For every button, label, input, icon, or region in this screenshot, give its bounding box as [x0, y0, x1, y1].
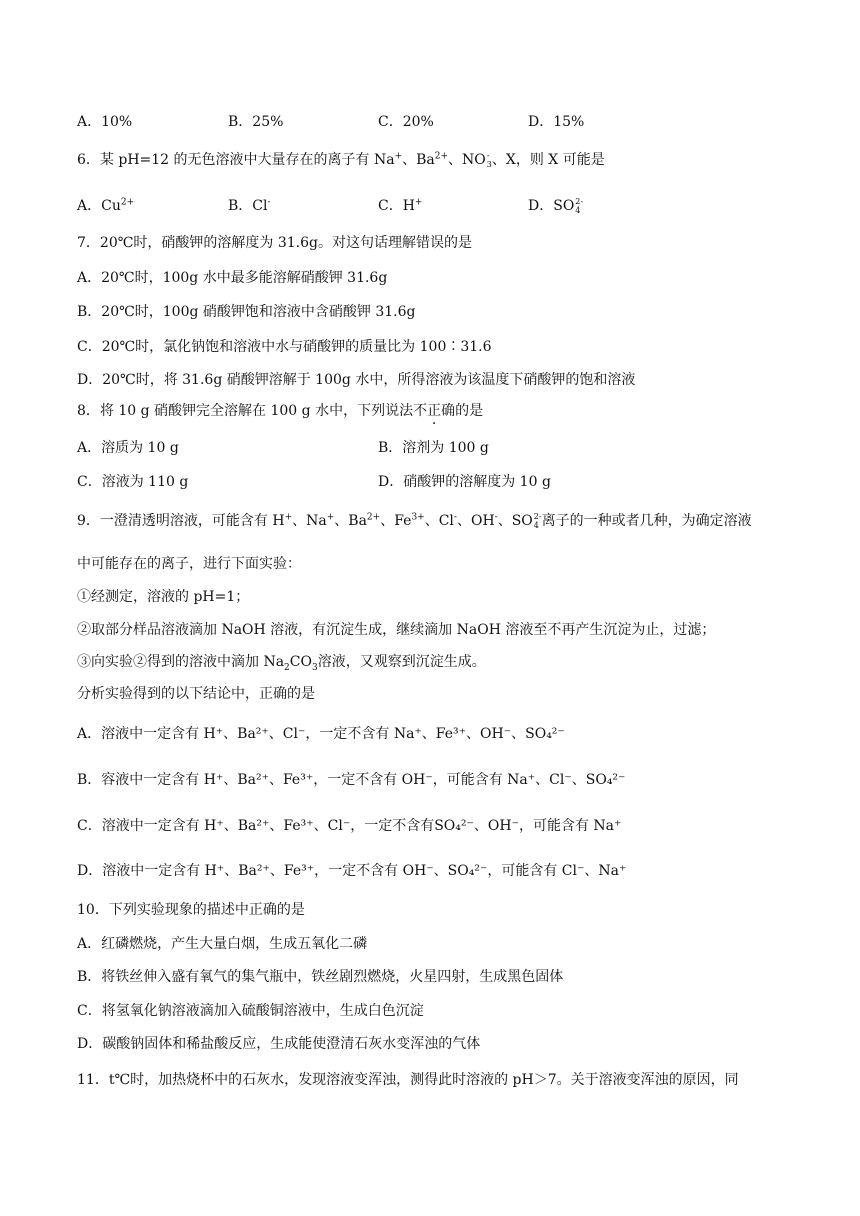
q7-option-b: B．20℃时，100g 硝酸钾饱和溶液中含硝酸钾 31.6g	[77, 304, 416, 320]
q9-option-d: D．溶液中一定含有 H⁺、Ba²⁺、Fe³⁺，一定不含有 OH⁻、SO₄²⁻，可能含有 Cl⁻、Na⁺	[77, 863, 627, 879]
q6-option-b: B．Cl-	[228, 197, 271, 214]
q10-option-c: C．将氢氧化钠溶液滴加入硫酸铜溶液中，生成白色沉淀	[77, 1003, 424, 1019]
q5-option-d: D．15%	[528, 114, 585, 130]
q10-option-b: B．将铁丝伸入盛有氧气的集气瓶中，铁丝剧烈燃烧，火星四射，生成黑色固体	[77, 969, 564, 985]
q7-stem: 7．20℃时，硝酸钾的溶解度为 31.6g。对这句话理解错误的是	[77, 235, 472, 251]
q9-experiment-3: ③向实验②得到的溶液中滴加 $Na_2CO_3$溶液，又观察到沉淀生成。	[77, 654, 486, 673]
q6-option-a: A．$Cu^{2+}$	[77, 197, 135, 214]
q8-stem: 8．将 10 g 硝酸钾完全溶解在 100 g 水中，下列说法不正确的是	[77, 403, 484, 419]
q5-option-b: B．25%	[228, 114, 284, 130]
q9-option-b: B．容液中一定含有 H⁺、Ba²⁺、Fe³⁺，一定不含有 OH⁻，可能含有 Na⁺、Cl⁻、SO₄²⁻	[77, 772, 626, 788]
q8-option-d: D．硝酸钾的溶解度为 10 g	[378, 474, 551, 490]
q10-option-d: D．碳酸钠固体和稀盐酸反应，生成能使澄清石灰水变浑浊的气体	[77, 1036, 481, 1052]
q9-experiment-2: ②取部分样品溶液滴加 NaOH 溶液，有沉淀生成，继续滴加 NaOH 溶液至不再产生沉淀为止，过滤；	[77, 622, 716, 638]
q6-stem: 6．某 pH=12 的无色溶液中大量存在的离子有 Na+、$Ba^{2+}$、NO - 3 、X，则 X 可能是	[77, 151, 605, 169]
q7-option-d: D．20℃时，将 31.6g 硝酸钾溶解于 100g 水中，所得溶液为该温度下硝酸钾的饱和溶液	[77, 372, 636, 388]
q6-option-d: D．SO 2- 4	[528, 197, 584, 215]
q9-option-c: C．溶液中一定含有 H⁺、Ba²⁺、Fe³⁺、Cl⁻，一定不含有SO₄²⁻、OH⁻，可能含有 Na⁺	[77, 818, 622, 834]
q9-conclusion-prompt: 分析实验得到的以下结论中，正确的是	[77, 686, 315, 702]
q5-option-c: C．20%	[378, 114, 434, 130]
q11-stem: 11．t℃时，加热烧杯中的石灰水，发现溶液变浑浊，测得此时溶液的 pH＞7。关于溶液变浑浊的原因，同	[77, 1072, 739, 1088]
q9-option-a: A．溶液中一定含有 H⁺、Ba²⁺、Cl⁻，一定不含有 Na⁺、Fe³⁺、OH⁻、SO₄²⁻	[77, 726, 565, 742]
q6-option-c: C．H+	[378, 197, 423, 214]
q9-stem-line1: 9．一澄清透明溶液，可能含有 H+、Na+、$Ba^{2+}$、$Fe^{3+}$、Cl-、OH-、SO 2- 4 离子的一种或者几种，为确定溶液	[77, 512, 752, 530]
q8-option-b: B．溶剂为 100 g	[378, 440, 489, 456]
q10-option-a: A．红磷燃烧，产生大量白烟，生成五氧化二磷	[77, 936, 368, 952]
q9-stem-line2: 中可能存在的离子，进行下面实验：	[77, 556, 301, 572]
q10-stem: 10．下列实验现象的描述中正确的是	[77, 902, 305, 918]
q7-option-a: A．20℃时，100g 水中最多能溶解硝酸钾 31.6g	[77, 270, 388, 286]
q7-option-c: C．20℃时，氯化钠饱和溶液中水与硝酸钾的质量比为 100∶31.6	[77, 339, 492, 355]
emphasis-not-correct: 不正确	[413, 403, 456, 419]
q8-option-a: A．溶质为 10 g	[77, 440, 179, 456]
q8-option-c: C．溶液为 110 g	[77, 474, 189, 490]
q9-experiment-1: ①经测定，溶液的 pH=1；	[77, 589, 250, 605]
q5-option-a: A．10%	[77, 114, 133, 130]
